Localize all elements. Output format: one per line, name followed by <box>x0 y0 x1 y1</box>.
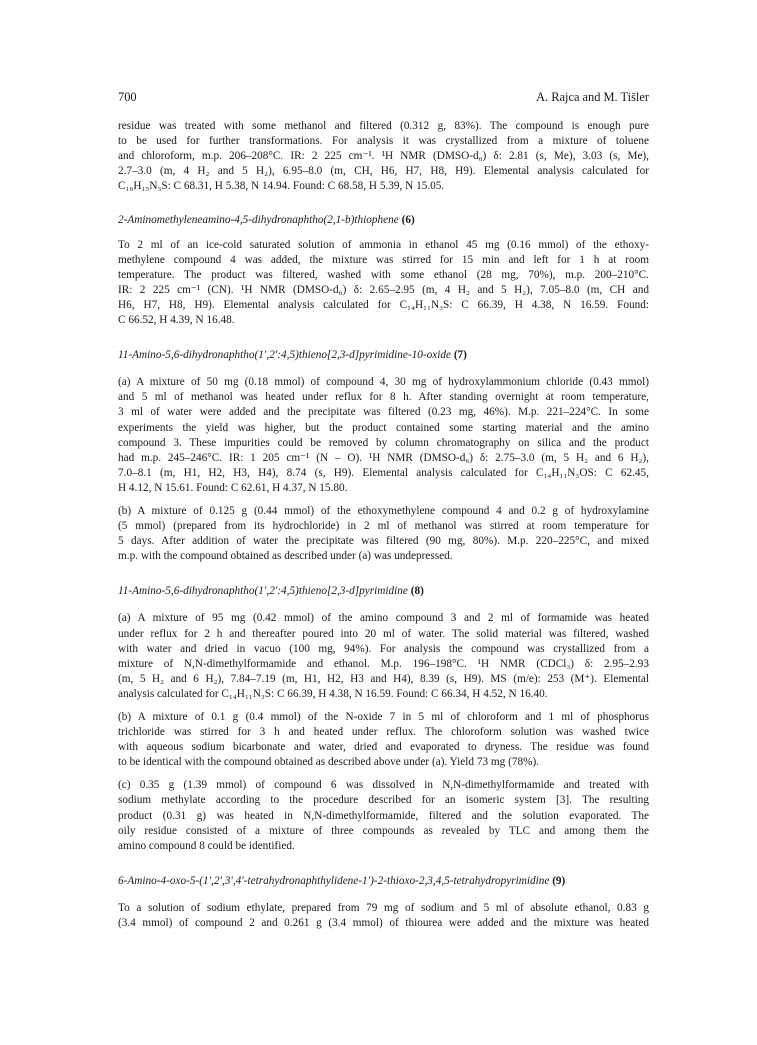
text-line: (b) A mixture of 0.1 g (0.4 mmol) of the N-oxide 7 in 5 ml of chloroform and 1 ml of phosphorus <box>118 711 649 723</box>
text-line: to be used for further transformations. For analysis it was crystallized from a mixture of toluene <box>118 135 649 148</box>
paragraph-compound-9 <box>118 901 649 931</box>
page-header <box>118 90 649 108</box>
text-line: compound 3. These impurities could be removed by column chromatography on silica and the product <box>118 436 649 449</box>
text-line: m.p. with the compound obtained as described under (a) was undepressed. <box>118 550 453 563</box>
paragraph-residue <box>118 119 649 194</box>
text-line: with water and dried in vacuo (100 mg, 94%). For analysis the compound was crystallized from a <box>118 642 649 655</box>
text-line: (c) 0.35 g (1.39 mmol) of compound 6 was dissolved in N,N-dimethylformamide and treated with <box>118 779 649 792</box>
text-line: with aqueous sodium bicarbonate and water, dried and evaporated to dryness. The residue was found <box>118 741 649 754</box>
text-line: (a) A mixture of 50 mg (0.18 mmol) of compound 4, 30 mg of hydroxylammonium chloride (0.43 mmol) <box>118 376 649 389</box>
heading-title: 6-Amino-4-oxo-5-(1′,2′,3′,4′-tetrahydronaphthylidene-1′)-2-thioxo-2,3,4,5-tetrahydropyrimidine <box>118 874 550 887</box>
section-heading-compound-7 <box>118 348 649 363</box>
page-number: 700 <box>118 90 137 104</box>
text-line: to be identical with the compound obtained as described above under (a). Yield 73 mg (78%). <box>118 756 540 769</box>
text-line: temperature. The product was filtered, washed with some ethanol (28 mg, 70%), m.p. 200–210°C. <box>118 268 649 281</box>
text-line: (3.4 mmol) of compound 2 and 0.261 g (3.4 mmol) of thiourea were added and the mixture was heated <box>118 917 649 930</box>
text-line: mixture of N,N-dimethylformamide and ethanol. M.p. 196–198°C. ¹H NMR (CDCl₃) δ: 2.95–2.93 <box>118 657 649 670</box>
text-line: product (0.31 g) was heated in N,N-dimethylformamide, filtered and the solution evaporated. The <box>118 809 649 822</box>
compound-number: (6) <box>401 214 415 227</box>
text-line: and 5 ml of methanol was heated under reflux for 8 h. After standing overnight at room temperature, <box>118 391 649 404</box>
text-line: sodium methylate according to the procedure described for an isomeric system [3]. The resulting <box>118 794 649 807</box>
text-line: (a) A mixture of 95 mg (0.42 mmol) of the amino compound 3 and 2 ml of formamide was heated <box>118 612 649 625</box>
text-line: 3 ml of water were added and the precipitate was filtered (0.23 mg, 46%). M.p. 221–224°C. In some <box>118 406 649 419</box>
text-line: (m, 5 H₂ and 6 H₂), 7.84–7.19 (m, H1, H2, H3 and H4), 8.39 (s, H9). MS (m/e): 253 (M⁺). Elemental <box>118 672 649 685</box>
compound-number: (7) <box>453 349 467 362</box>
article-body <box>118 119 649 931</box>
text-line: To 2 ml of an ice-cold saturated solution of ammonia in ethanol 45 mg (0.16 mmol) of the ethoxy- <box>118 238 649 251</box>
heading-title: 11-Amino-5,6-dihydronaphtho(1′,2′:4,5)thieno[2,3-d]pyrimidine-10-oxide <box>118 349 451 362</box>
text-line: 7.0–8.1 (m, H1, H2, H3, H4), 8.74 (s, H9). Elemental analysis calculated for C₁₄H₁₁N₃OS: C 62.45, <box>118 466 649 479</box>
heading-title: 2-Aminomethyleneamino-4,5-dihydronaphtho(2,1-b)thiophene <box>118 214 399 227</box>
paragraph-compound-7b <box>118 504 649 564</box>
text-line: experiments the yield was higher, but the product contained some starting material and the amino <box>118 421 649 434</box>
paragraph-compound-8a <box>118 611 649 702</box>
text-line: (b) A mixture of 0.125 g (0.44 mmol) of the ethoxymethylene compound 4 and 0.2 g of hydroxylamine <box>118 504 649 517</box>
compound-number: (9) <box>552 874 566 887</box>
running-head-authors: A. Rajca and M. Tišler <box>536 90 649 104</box>
heading-title: 11-Amino-5,6-dihydronaphtho(1′,2′:4,5)thieno[2,3-d]pyrimidine <box>118 585 408 598</box>
text-line: under reflux for 2 h and thereafter poured into 20 ml of water. The solid material was filtered, washed <box>118 627 649 640</box>
paragraph-compound-6 <box>118 238 649 329</box>
text-line: had m.p. 245–246°C. IR: 1 205 cm⁻¹ (N – O). ¹H NMR (DMSO-d₆) δ: 2.75–3.0 (m, 5 H₂ and 6 H₂), <box>118 451 649 464</box>
paragraph-compound-8c <box>118 778 649 853</box>
text-line: H6, H7, H8, H9). Elemental analysis calculated for C₁₄H₁₁N₃S: C 66.39, H 4.38, N 16.59. Found: <box>118 298 649 311</box>
paragraph-compound-7a <box>118 375 649 496</box>
text-line: residue was treated with some methanol and filtered (0.312 g, 83%). The compound is enough pure <box>118 120 649 132</box>
text-line: 2.7–3.0 (m, 4 H₂ and 5 H₂), 6.95–8.0 (m, CH, H6, H7, H8, H9). Elemental analysis calculated for <box>118 165 649 178</box>
text-line: amino compound 8 could be identified. <box>118 839 295 852</box>
text-line: 5 days. After addition of water the precipitate was filtered (90 mg, 80%). M.p. 220–225°C, and mixed <box>118 535 649 548</box>
section-heading-compound-8 <box>118 584 649 599</box>
text-line: (5 mmol) (prepared from its hydrochloride) in 2 ml of methanol was stirred at room temperature for <box>118 520 649 533</box>
text-line: oily residue consisted of a mixture of three compounds as revealed by TLC and among them the <box>118 824 649 837</box>
text-line: analysis calculated for C₁₄H₁₁N₃S: C 66.39, H 4.38, N 16.59. Found: C 66.34, H 4.52, N 16.40. <box>118 687 548 700</box>
text-line: C₁₆H₁₅N₃S: C 68.31, H 5.38, N 14.94. Found: C 68.58, H 5.39, N 15.05. <box>118 180 445 193</box>
text-line: To a solution of sodium ethylate, prepared from 79 mg of sodium and 5 ml of absolute ethanol, 0.83 g <box>118 901 649 914</box>
compound-number: (8) <box>410 585 424 598</box>
paragraph-compound-8b <box>118 710 649 770</box>
section-heading-compound-6 <box>118 213 649 228</box>
text-line: IR: 2 225 cm⁻¹ (CN). ¹H NMR (DMSO-d₆) δ: 2.65–2.95 (m, 4 H₂ and 5 H₂), 7.05–8.0 (m, CH and <box>118 283 649 296</box>
text-line: C 66.52, H 4.39, N 16.48. <box>118 314 235 327</box>
text-line: trichloride was stirred for 3 h and heated under reflux. The chloroform solution was washed twice <box>118 726 649 739</box>
text-line: methylene compound 4 was added, the mixture was stirred for 15 min and left for 1 h at room <box>118 253 649 266</box>
text-line: and chloroform, m.p. 206–208°C. IR: 2 225 cm⁻¹. ¹H NMR (DMSO-d₆) δ: 2.81 (s, Me), 3.03 (s, Me), <box>118 150 649 163</box>
section-heading-compound-9 <box>118 874 649 889</box>
text-line: H 4.12, N 15.61. Found: C 62.61, H 4.37, N 15.80. <box>118 481 348 494</box>
